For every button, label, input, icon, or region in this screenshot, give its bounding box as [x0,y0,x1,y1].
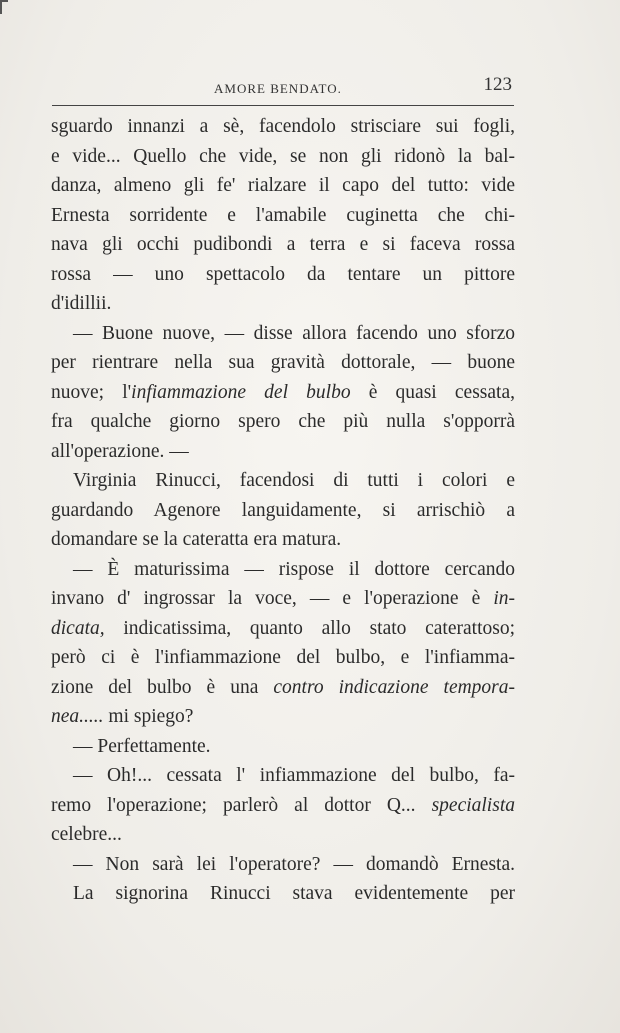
body-text [51,112,515,909]
text-line [51,702,515,732]
text-line [51,584,515,614]
text-line: però ci è l'infiammazione del bulbo, e l'infiamma- [51,647,515,668]
text-run: mi spiego? [103,706,194,727]
page-header [52,74,512,100]
text-line: fra qualche giorno spero che più nulla s'opporrà [51,411,515,432]
text-line: guardando Agenore languidamente, si arrischiò a [51,499,515,521]
text-line: — Perfettamente. [73,735,211,757]
text-line: Virginia Rinucci, facendosi di tutti i colori e [73,470,515,491]
text-run: invano d' ingrossar la voce, — e l'operazione è [51,588,494,609]
italic-run: in- [493,588,515,609]
text-line: — Non sarà lei l'operatore? — domandò Ernesta. [73,853,515,875]
italic-run: contro indicazione tempora- [273,676,516,698]
text-line: — È maturissima — rispose il dottore cercando [73,558,515,580]
text-line: rossa — uno spettacolo da tentare un pittore [51,263,515,285]
italic-run: specialista [431,794,515,816]
text-line: e vide... Quello che vide, se non gli ridonò la bal- [51,145,515,167]
scan-corner-mark [0,0,8,14]
text-line: — Oh!... cessata l' infiammazione del bulbo, fa- [73,765,515,786]
text-line [51,673,515,703]
header-rule [52,105,514,106]
italic-run: nea..... [51,706,104,727]
text-line: all'operazione. — [51,440,189,462]
text-run: remo l'operazione; parlerò al dottor Q... [51,794,432,816]
text-line: danza, almeno gli fe' rialzare il capo del tutto: vide [51,175,515,196]
running-title: AMORE BENDATO. [214,81,342,96]
italic-run: dicata, [51,617,105,639]
text-line: celebre... [51,824,122,845]
text-line [51,614,515,644]
text-line [51,791,515,821]
text-line: per rientrare nella sua gravità dottorale, — buone [51,352,515,373]
page-number: 123 [483,74,512,95]
text-run: zione del bulbo è una [51,676,274,698]
text-line: nava gli occhi pudibondi a terra e si faceva rossa [51,234,515,255]
text-run: nuove; l' [51,381,132,403]
text-line: — Buone nuove, — disse allora facendo uno sforzo [73,322,515,344]
text-line: d'idillii. [51,293,112,314]
text-line: sguardo innanzi a sè, facendolo strisciare sui fogli, [51,116,515,137]
text-run: è quasi cessata, [350,381,515,403]
italic-run: infiammazione del bulbo [131,381,351,403]
text-line: La signorina Rinucci stava evidentemente per [73,883,515,904]
text-run: indicatissima, quanto allo stato caterattoso; [104,617,515,639]
text-line [51,378,515,408]
text-line: domandare se la cateratta era matura. [51,529,342,550]
text-line: Ernesta sorridente e l'amabile cuginetta che chi- [51,204,515,226]
